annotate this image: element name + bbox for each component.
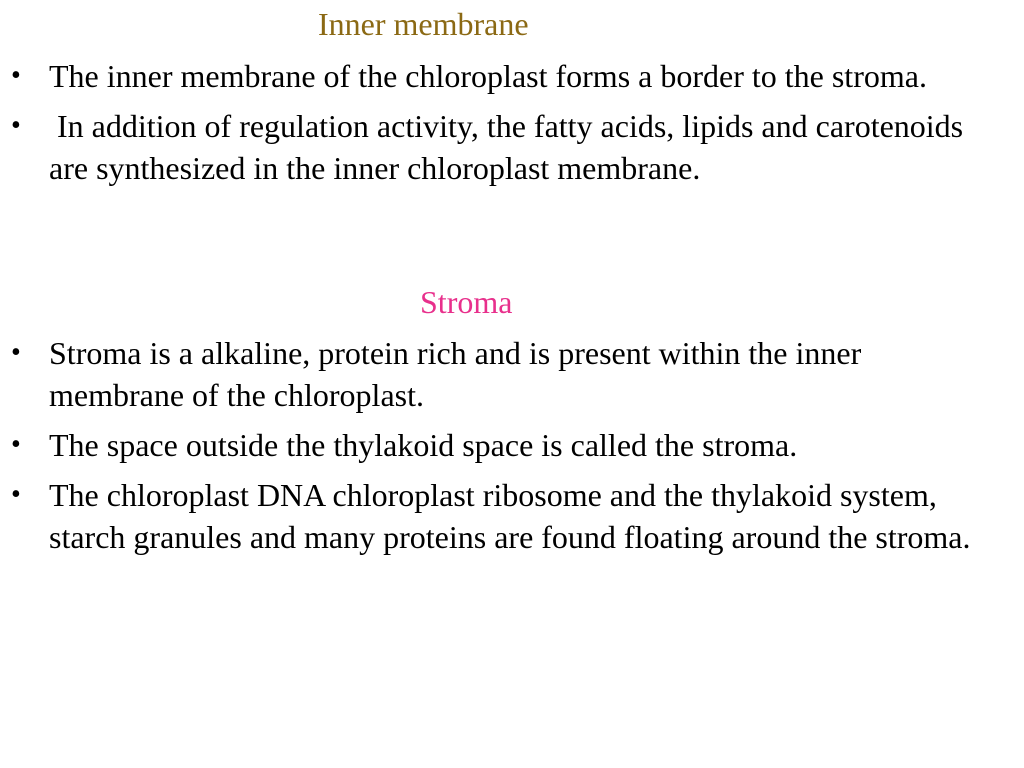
bullet-text: In addition of regulation activity, the fatty acids, lipids and carotenoids are synthesized in the inner chloroplast membrane. <box>49 108 972 186</box>
bullet-icon: • <box>11 337 21 368</box>
heading-inner-membrane: Inner membrane <box>318 6 529 42</box>
bullet-icon: • <box>11 479 21 510</box>
stroma-bullet-list <box>0 332 1000 566</box>
heading-stroma: Stroma <box>420 284 513 320</box>
bullet-item <box>0 424 1000 466</box>
bullet-icon: • <box>11 429 21 460</box>
bullet-text: Stroma is a alkaline, protein rich and is present within the inner membrane of the chloroplast. <box>49 335 862 413</box>
bullet-item <box>0 474 1000 558</box>
bullet-text: The space outside the thylakoid space is called the stroma. <box>49 427 798 463</box>
bullet-text: The inner membrane of the chloroplast forms a border to the stroma. <box>49 58 927 94</box>
inner-membrane-bullet-list <box>0 55 1000 197</box>
bullet-item <box>0 332 1000 416</box>
bullet-text: The chloroplast DNA chloroplast ribosome and the thylakoid system, starch granules and many proteins are found floating around the stroma. <box>49 477 971 555</box>
bullet-item <box>0 55 1000 97</box>
bullet-item <box>0 105 1000 189</box>
bullet-icon: • <box>11 110 21 141</box>
bullet-icon: • <box>11 60 21 91</box>
